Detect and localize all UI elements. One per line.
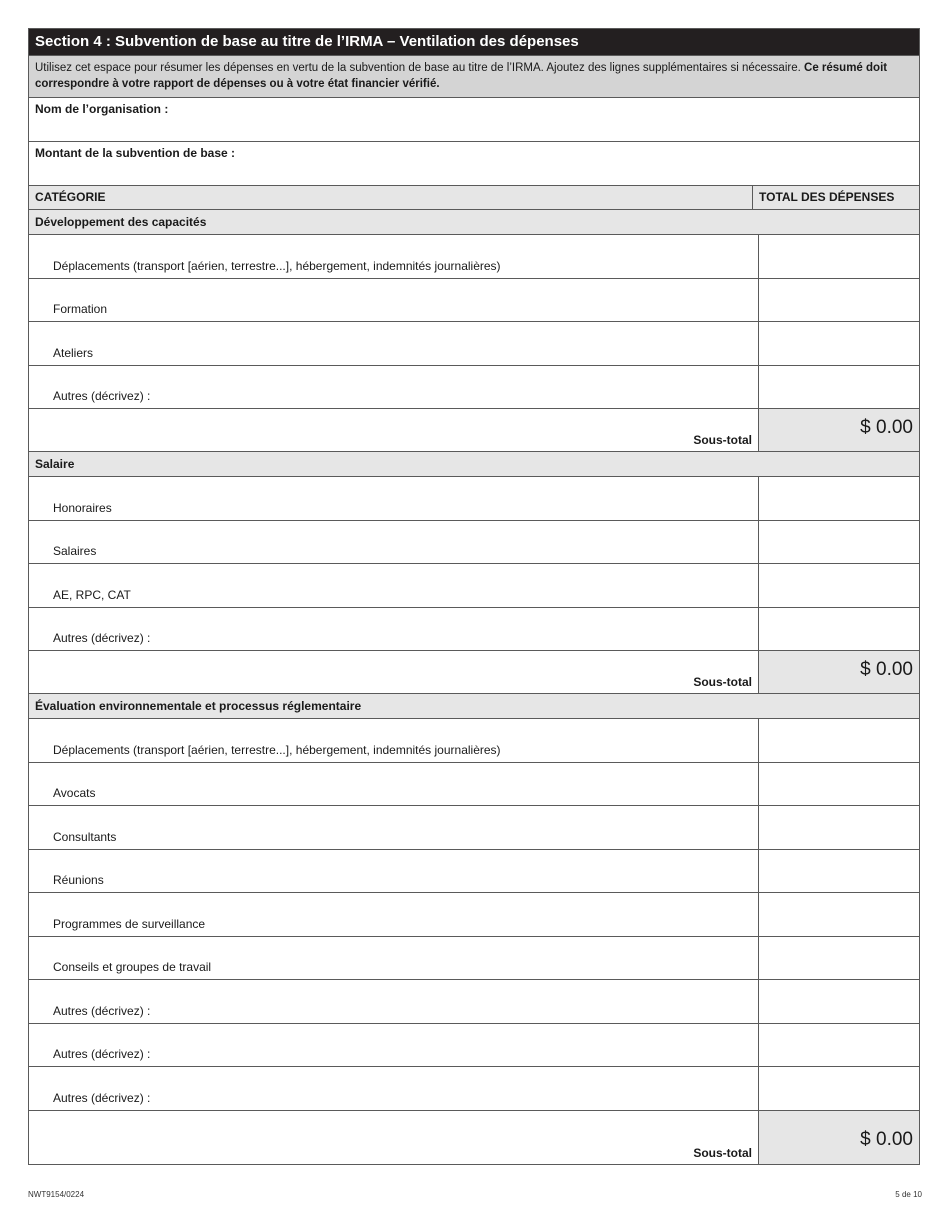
- expense-amount-field[interactable]: [759, 477, 919, 520]
- total-column-header: TOTAL DES DÉPENSES: [759, 190, 895, 204]
- expense-row: [29, 235, 919, 279]
- expense-row: [29, 763, 919, 807]
- expense-row: [29, 719, 919, 763]
- subtotal-label: Sous-total: [29, 651, 759, 693]
- expense-row: [29, 937, 919, 981]
- intro-plain: Utilisez cet espace pour résumer les dépenses en vertu de la subvention de base au titre de l’IRMA. Ajoutez des lignes supplémentaires si nécessaire.: [35, 62, 801, 74]
- expense-amount-field[interactable]: [759, 608, 919, 651]
- subtotal-amount: $ 0.00: [759, 1111, 919, 1164]
- category-heading: Développement des capacités: [29, 210, 919, 235]
- expense-row: [29, 608, 919, 652]
- expense-row: [29, 893, 919, 937]
- expense-label: AE, RPC, CAT: [29, 564, 759, 607]
- expense-label: Autres (décrivez) :: [29, 1067, 759, 1110]
- subtotal-label: Sous-total: [29, 1111, 759, 1164]
- expense-label: Salaires: [29, 521, 759, 564]
- subtotal-amount: $ 0.00: [759, 409, 919, 451]
- expense-amount-field[interactable]: [759, 235, 919, 278]
- expense-amount-field[interactable]: [759, 322, 919, 365]
- expense-label: Programmes de surveillance: [29, 893, 759, 936]
- expense-row: [29, 850, 919, 894]
- expense-amount-field[interactable]: [759, 719, 919, 762]
- subtotal-label: Sous-total: [29, 409, 759, 451]
- expense-label: Réunions: [29, 850, 759, 893]
- expense-row: [29, 477, 919, 521]
- category-heading: Évaluation environnementale et processus réglementaire: [29, 694, 919, 719]
- expense-amount-field[interactable]: [759, 564, 919, 607]
- expense-amount-field[interactable]: [759, 806, 919, 849]
- expense-row: [29, 1024, 919, 1068]
- expense-label: Autres (décrivez) :: [29, 366, 759, 409]
- org-name-label: Nom de l’organisation :: [35, 102, 169, 116]
- column-header: [29, 186, 919, 210]
- category-heading: Salaire: [29, 452, 919, 477]
- expense-amount-field[interactable]: [759, 1024, 919, 1067]
- subtotal-row: [29, 1111, 919, 1164]
- expense-label: Autres (décrivez) :: [29, 1024, 759, 1067]
- category-sections: [29, 210, 919, 1164]
- expense-amount-field[interactable]: [759, 366, 919, 409]
- page-number: 5 de 10: [895, 1190, 922, 1199]
- intro-text: [29, 56, 919, 98]
- expense-amount-field[interactable]: [759, 1067, 919, 1110]
- expense-breakdown-form: [28, 28, 920, 1165]
- expense-label: Ateliers: [29, 322, 759, 365]
- section-title: Section 4 : Subvention de base au titre de l’IRMA – Ventilation des dépenses: [29, 29, 919, 56]
- expense-label: Autres (décrivez) :: [29, 980, 759, 1023]
- expense-label: Honoraires: [29, 477, 759, 520]
- form-code: NWT9154/0224: [28, 1190, 85, 1199]
- expense-row: [29, 322, 919, 366]
- expense-label: Formation: [29, 279, 759, 322]
- expense-amount-field[interactable]: [759, 521, 919, 564]
- expense-row: [29, 1067, 919, 1111]
- expense-row: [29, 366, 919, 410]
- expense-label: Consultants: [29, 806, 759, 849]
- expense-amount-field[interactable]: [759, 980, 919, 1023]
- subtotal-row: [29, 409, 919, 452]
- org-name-field[interactable]: [29, 98, 919, 142]
- expense-row: [29, 564, 919, 608]
- expense-amount-field[interactable]: [759, 763, 919, 806]
- expense-amount-field[interactable]: [759, 279, 919, 322]
- expense-row: [29, 521, 919, 565]
- expense-label: Avocats: [29, 763, 759, 806]
- category-column-header: CATÉGORIE: [29, 186, 753, 209]
- expense-label: Déplacements (transport [aérien, terrestre...], hébergement, indemnités journalières): [29, 235, 759, 278]
- base-amount-field[interactable]: [29, 142, 919, 186]
- expense-row: [29, 980, 919, 1024]
- base-amount-label: Montant de la subvention de base :: [35, 146, 236, 160]
- expense-amount-field[interactable]: [759, 937, 919, 980]
- expense-row: [29, 279, 919, 323]
- expense-label: Autres (décrivez) :: [29, 608, 759, 651]
- subtotal-row: [29, 651, 919, 694]
- expense-amount-field[interactable]: [759, 893, 919, 936]
- subtotal-amount: $ 0.00: [759, 651, 919, 693]
- expense-amount-field[interactable]: [759, 850, 919, 893]
- intro-bold: Ce résumé doit correspondre à votre rapport de dépenses ou à votre état financier vérifié.: [35, 62, 888, 90]
- expense-label: Déplacements (transport [aérien, terrestre...], hébergement, indemnités journalières): [29, 719, 759, 762]
- expense-row: [29, 806, 919, 850]
- expense-label: Conseils et groupes de travail: [29, 937, 759, 980]
